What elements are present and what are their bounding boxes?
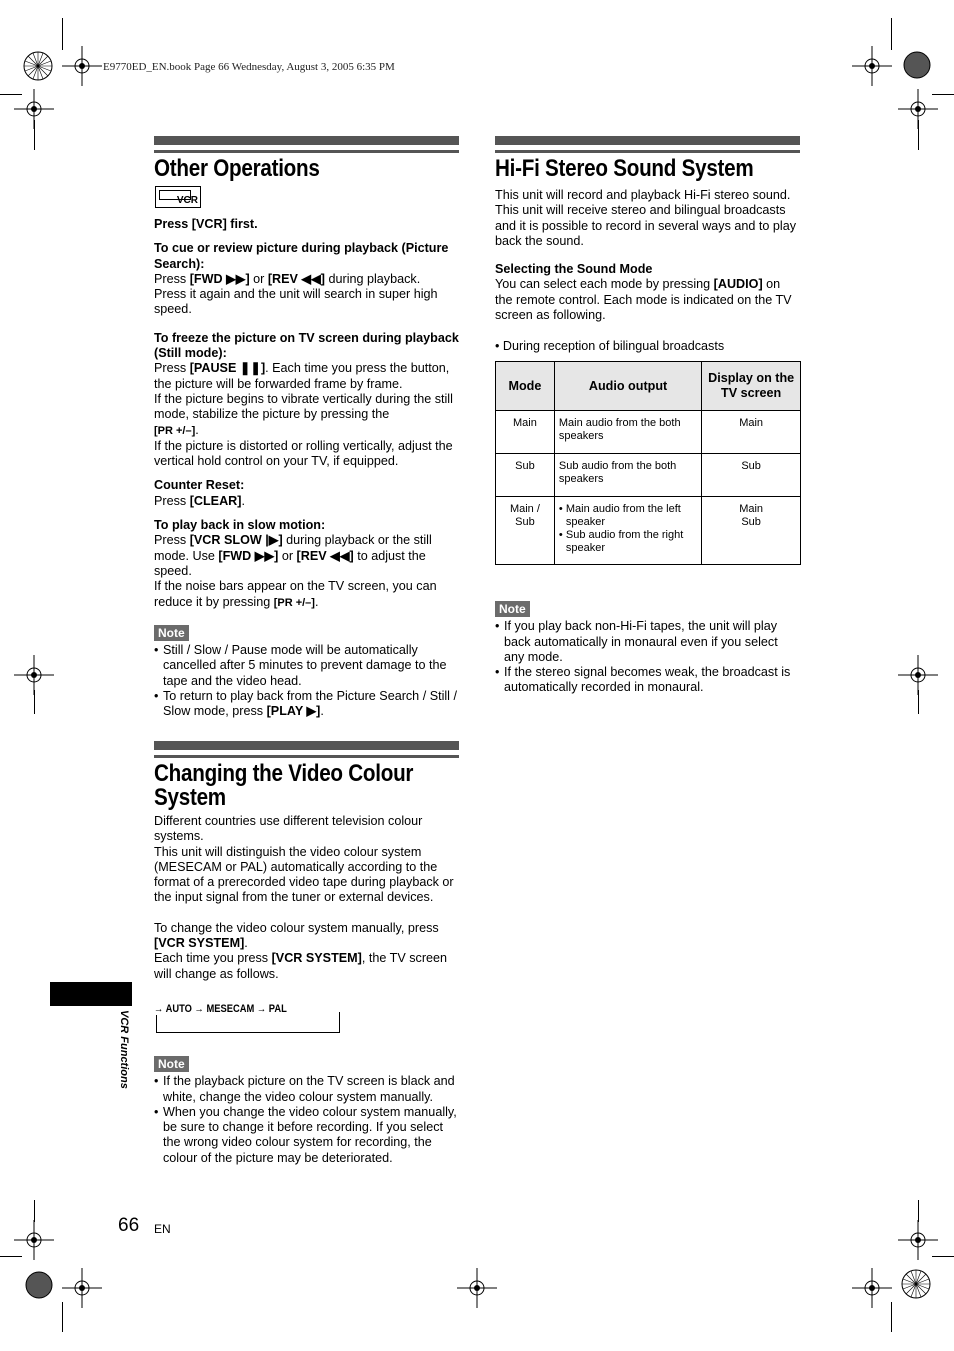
section-title-other-operations: Other Operations — [154, 155, 320, 182]
crop-line — [891, 1302, 892, 1332]
colour-p3: To change the video colour system manually, press [VCR SYSTEM]. — [154, 920, 439, 951]
vcr-icon: VCR — [155, 186, 201, 208]
note-badge: Note — [154, 1056, 189, 1072]
slow-heading: To play back in slow motion: — [154, 518, 326, 533]
select-heading: Selecting the Sound Mode — [495, 262, 653, 277]
select-text: You can select each mode by pressing [AUDIO] on the remote control. Each mode is indicated on the TV screen as following. — [495, 277, 792, 323]
crosshair-icon — [62, 1268, 102, 1308]
crosshair-icon — [457, 1268, 497, 1308]
table-row — [496, 454, 801, 497]
crop-line — [932, 94, 954, 95]
crop-line — [918, 120, 919, 150]
table-cell-mode: Sub — [496, 454, 555, 497]
section-title-colour-system: Changing the Video Colour System — [154, 760, 414, 811]
section-rule — [495, 150, 800, 153]
print-header: E9770ED_EN.book Page 66 Wednesday, August 3, 2005 6:35 PM — [103, 61, 395, 73]
colour-p4: Each time you press [VCR SYSTEM], the TV screen will change as follows. — [154, 951, 448, 981]
crop-line — [932, 1256, 954, 1257]
crosshair-icon — [62, 46, 102, 86]
hifi-intro: This unit will record and playback Hi-Fi stereo sound. This unit will receive stereo and bilingual broadcasts and it is possible to record in several ways and to play back the sound. — [495, 188, 797, 248]
crop-line — [918, 1200, 919, 1222]
table-cell-display: Main Sub — [702, 497, 801, 565]
registration-dot-icon — [900, 48, 934, 82]
crop-line — [891, 18, 892, 50]
crop-line — [34, 1200, 35, 1222]
crosshair-icon — [852, 46, 892, 86]
cue-heading: To cue or review picture during playback (Picture Search): — [154, 241, 449, 271]
registration-dot-icon — [22, 1268, 56, 1302]
crop-line — [62, 1302, 63, 1332]
counter-text: Press [CLEAR]. — [154, 493, 245, 508]
table-cell-mode: Main / Sub — [496, 497, 555, 565]
cue-text-2: Press it again and the unit will search in super high speed. — [154, 287, 438, 317]
note-list — [495, 619, 801, 695]
note-item: • If you play back non-Hi-Fi tapes, the unit will play back automatically in monaural even if you select any mode. — [495, 619, 801, 665]
freeze-text: Press [PAUSE ❚❚]. Each time you press the button, the picture will be forwarded frame by frame. — [154, 361, 450, 391]
colour-system-cycle — [154, 1003, 338, 1031]
section-bar — [495, 136, 800, 145]
crosshair-icon — [14, 1220, 54, 1260]
table-cell-mode: Main — [496, 411, 555, 454]
freeze-text-2: If the picture begins to vibrate vertically during the still mode, stabilize the picture by pressing the — [154, 391, 453, 422]
note-item: • If the stereo signal becomes weak, the broadcast is automatically recorded in monaural. — [495, 665, 801, 696]
press-vcr-first: Press [VCR] first. — [154, 217, 258, 231]
table-cell-audio: Main audio from the both speakers — [554, 411, 701, 454]
crosshair-icon — [898, 1220, 938, 1260]
table-header: Audio output — [554, 362, 701, 411]
table-cell-display: Main — [702, 411, 801, 454]
crop-line — [0, 1256, 22, 1257]
page-number: 66 — [118, 1215, 140, 1236]
section-title-hifi: Hi-Fi Stereo Sound System — [495, 155, 754, 182]
note-badge: Note — [495, 601, 530, 617]
page-language: EN — [154, 1222, 171, 1236]
chapter-tab — [50, 982, 132, 1006]
crop-line — [0, 94, 22, 95]
table-row — [496, 411, 801, 454]
crop-line — [918, 690, 919, 714]
audio-list-item: • Sub audio from the right speaker — [559, 529, 697, 555]
cue-text: Press [FWD ▶▶] or [REV ◀◀] during playback. — [154, 271, 421, 286]
note-item: • Still / Slow / Pause mode will be automatically cancelled after 5 minutes to prevent damage to the tape and the video head. — [154, 643, 460, 689]
registration-mark-icon — [898, 1266, 934, 1302]
section-bar — [154, 741, 459, 750]
freeze-text-3: [PR +/–]. — [154, 422, 199, 437]
section-bar — [154, 136, 459, 145]
slow-text: Press [VCR SLOW |▶] during playback or the still mode. Use [FWD ▶▶] or [REV ◀◀] to adjust the speed. — [154, 533, 432, 578]
table-row — [496, 497, 801, 565]
crosshair-icon — [852, 1268, 892, 1308]
registration-mark-icon — [20, 48, 56, 84]
sound-mode-table — [495, 361, 801, 565]
table-cell-audio — [554, 497, 701, 565]
colour-system-body — [154, 814, 460, 982]
slow-text-2: If the noise bars appear on the TV screen, you can reduce it by pressing [PR +/–]. — [154, 579, 437, 609]
note-list — [154, 1074, 460, 1166]
section-rule — [154, 755, 459, 758]
other-operations-body — [154, 217, 460, 720]
crop-line — [34, 120, 35, 150]
note-item: • When you change the video colour system manually, be sure to change it before recording. If you select the wrong video colour system for recording, the colour of the picture may be deteriorated. — [154, 1105, 460, 1166]
note-item: • To return to play back from the Picture Search / Still / Slow mode, press [PLAY ▶]. — [154, 689, 460, 720]
note-list — [154, 643, 460, 719]
cycle-text: → AUTO → MESECAM → PAL — [154, 1003, 290, 1015]
counter-heading: Counter Reset: — [154, 478, 245, 493]
crop-line — [34, 690, 35, 714]
freeze-heading: To freeze the picture on TV screen during playback (Still mode): — [154, 330, 459, 361]
hifi-notes — [495, 601, 801, 696]
audio-list-item: • Main audio from the left speaker — [559, 503, 697, 529]
colour-p1: Different countries use different television colour systems. — [154, 814, 423, 844]
hifi-body — [495, 188, 801, 355]
chapter-label: VCR Functions — [118, 1010, 130, 1089]
table-header: Display on the TV screen — [702, 362, 801, 411]
table-cell-display: Sub — [702, 454, 801, 497]
freeze-text-4: If the picture is distorted or rolling vertically, adjust the vertical hold control on your TV, if equipped. — [154, 438, 453, 469]
note-item: • If the playback picture on the TV screen is black and white, change the video colour system manually. — [154, 1074, 460, 1105]
crop-line — [62, 18, 63, 50]
crosshair-icon — [898, 655, 938, 695]
during-bilingual: • During reception of bilingual broadcasts — [495, 339, 725, 354]
table-header-row — [496, 362, 801, 411]
table-header: Mode — [496, 362, 555, 411]
section-rule — [154, 150, 459, 153]
colour-notes — [154, 1056, 460, 1166]
table-cell-audio: Sub audio from the both speakers — [554, 454, 701, 497]
note-badge: Note — [154, 625, 189, 641]
crosshair-icon — [14, 655, 54, 695]
colour-p2: This unit will distinguish the video colour system (MESECAM or PAL) automatically according to the format of a prerecorded video tape during playback or the input signal from the tuner or external devices. — [154, 844, 454, 905]
